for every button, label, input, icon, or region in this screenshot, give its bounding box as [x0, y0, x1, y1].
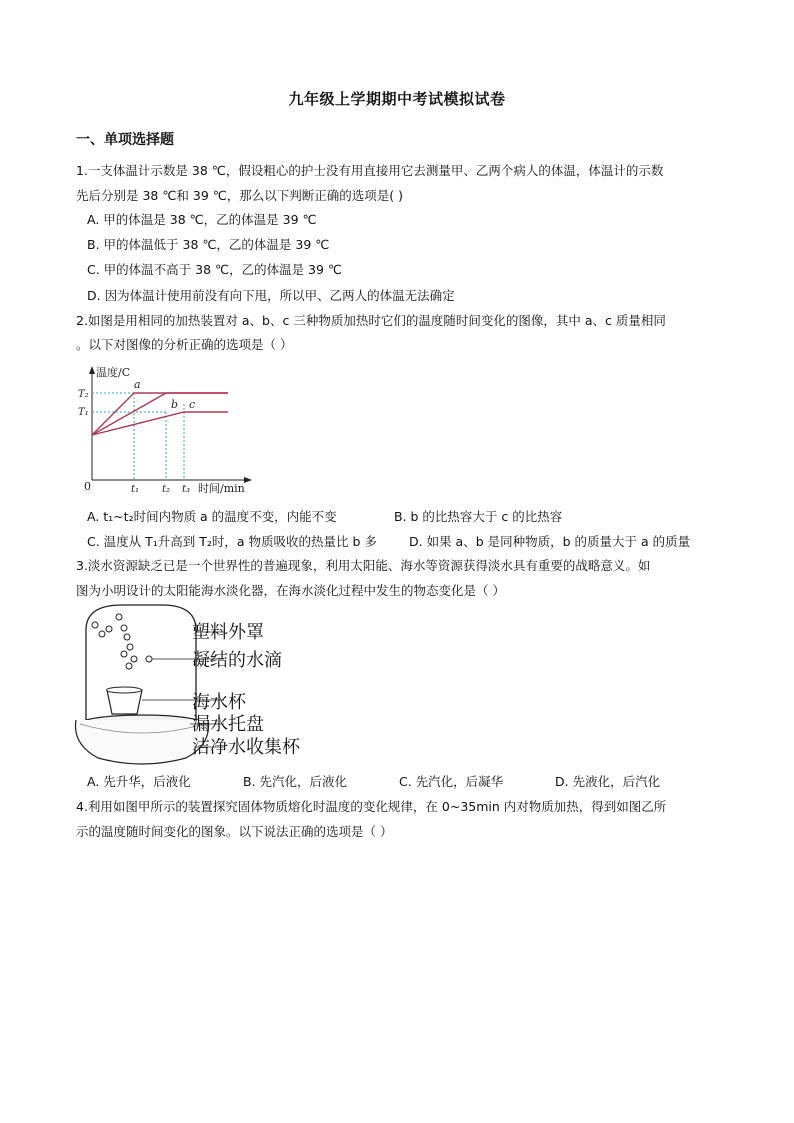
label-condensed-droplets: 凝结的水滴	[192, 650, 282, 671]
x-axis-arrow	[244, 477, 252, 483]
tick-t2: t₂	[162, 484, 171, 495]
page-title: 九年级上学期期中考试模拟试卷	[288, 90, 506, 108]
q1-option-c: C. 甲的体温不高于 38 ℃，乙的体温是 39 ℃	[87, 262, 342, 277]
desalination-device-diagram	[72, 602, 342, 770]
label-seawater-cup: 海水杯	[192, 692, 246, 713]
q4-stem-line-1: 4.利用如图甲所示的装置探究固体物质熔化时温度的变化规律，在 0~35min 内对物质加热，得到如图乙所	[76, 799, 667, 814]
q3-option-d: D. 先液化，后汽化	[555, 774, 661, 789]
curve-label-a: a	[134, 378, 141, 391]
collection-cup	[75, 720, 208, 764]
label-collection-cup: 洁净水收集杯	[192, 737, 300, 758]
q3-option-a: A. 先升华，后液化	[87, 774, 191, 789]
tick-t1: t₁	[131, 484, 140, 495]
q2-option-a: A. t₁~t₂时间内物质 a 的温度不变，内能不变	[87, 509, 337, 524]
q2-option-b: B. b 的比热容大于 c 的比热容	[394, 509, 563, 524]
temperature-time-graph	[76, 362, 256, 498]
q2-stem-line-2: 。以下对图像的分析正确的选项是（ ）	[76, 337, 293, 352]
curve-label-c: c	[189, 398, 196, 411]
y-axis-arrow	[89, 366, 95, 374]
q3-option-b: B. 先汽化，后液化	[243, 774, 348, 789]
plastic-cover	[86, 605, 196, 722]
curve-a	[92, 393, 228, 435]
q3-option-c: C. 先汽化，后凝华	[399, 774, 504, 789]
tick-T2: T₂	[78, 389, 89, 400]
q2-option-d: D. 如果 a、b 是同种物质，b 的质量大于 a 的质量	[409, 534, 691, 549]
q1-stem-line-1: 1.一支体温计示数是 38 ℃，假设粗心的护士没有用直接用它去测量甲、乙两个病人的体温，体温计的示数	[76, 163, 664, 178]
q1-option-d: D. 因为体温计使用前没有向下甩，所以甲、乙两人的体温无法确定	[87, 288, 455, 303]
curve-label-b: b	[171, 398, 179, 411]
tick-T1: T₁	[78, 407, 89, 418]
x-axis-label: 时间/min	[198, 482, 245, 495]
q1-stem-line-2: 先后分别是 38 ℃和 39 ℃，那么以下判断正确的选项是( )	[76, 188, 404, 203]
q1-option-b: B. 甲的体温低于 38 ℃，乙的体温是 39 ℃	[87, 237, 330, 252]
q3-stem-line-2: 图为小明设计的太阳能海水淡化器，在海水淡化过程中发生的物态变化是（ ）	[76, 583, 505, 598]
y-axis-label: 温度/C	[96, 366, 131, 379]
origin-label: 0	[84, 480, 91, 493]
q3-stem-line-1: 3.淡水资源缺乏已是一个世界性的普遍现象，利用太阳能、海水等资源获得淡水具有重要的战略意义。如	[76, 558, 651, 573]
section-title: 一、单项选择题	[76, 132, 174, 148]
q2-option-c: C. 温度从 T₁升高到 T₂时，a 物质吸收的热量比 b 多	[87, 534, 377, 549]
q4-stem-line-2: 示的温度随时间变化的图象。以下说法正确的选项是（ ）	[76, 824, 393, 839]
seawater-cup	[107, 690, 142, 714]
tick-t3: t₃	[182, 484, 191, 495]
q1-option-a: A. 甲的体温是 38 ℃，乙的体温是 39 ℃	[87, 212, 317, 227]
q2-stem-line-1: 2.如图是用相同的加热装置对 a、b、c 三种物质加热时它们的温度随时间变化的图像，其中 a、c 质量相同	[76, 313, 666, 328]
label-leaking-tray: 漏水托盘	[192, 714, 264, 735]
label-plastic-cover: 塑料外罩	[192, 622, 264, 643]
condensed-droplets	[92, 614, 152, 669]
